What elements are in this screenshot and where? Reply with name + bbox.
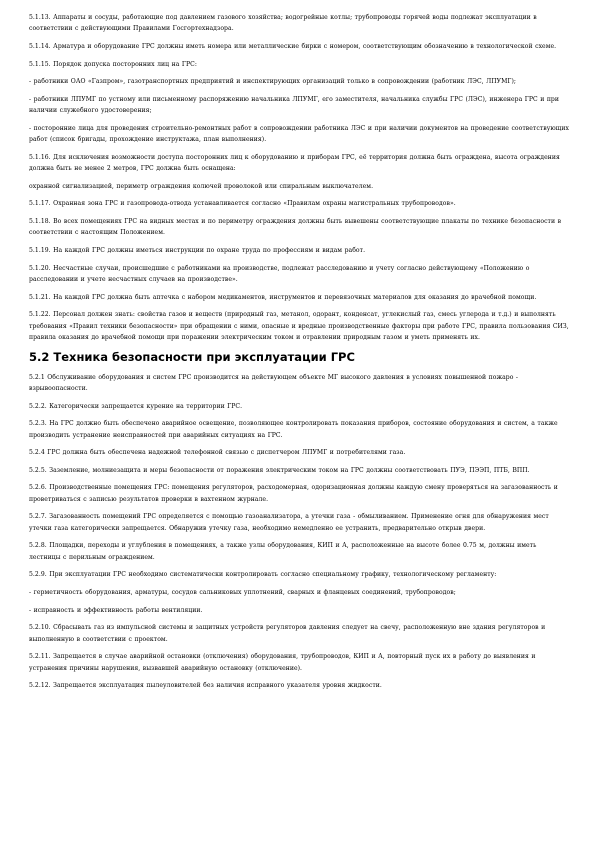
paragraph-5-2-2: 5.2.2. Категорически запрещается курение на территории ГРС. bbox=[29, 402, 243, 410]
paragraph-5-2-9: 5.2.9. При эксплуатации ГРС необходимо систематически контролировать согласно специальному графику, технологическому регламенту: bbox=[29, 571, 497, 579]
paragraph-5-1-14: 5.1.14. Арматура и оборудование ГРС должны иметь номера или металлические бирки с номером, соответствующим обозначению в технологической схеме. bbox=[29, 43, 557, 50]
paragraph-5-2-8: 5.2.8. Площадки, переходы и углубления в помещениях, а также узлы оборудования, КИП и А, расположенные на высоте более 0.75 м, должны иметь лестницы с перильным ограждением. bbox=[29, 542, 537, 561]
paragraph-5-1-20: 5.1.20. Несчастные случаи, происшедшие с работниками на производстве, подлежат расследованию и учету согласно действующему «Положению о расследовании и учете несчастных случаев на производстве». bbox=[29, 264, 530, 283]
paragraph-5-2-1: 5.2.1 Обслуживание оборудования и систем ГРС производится на действующем объекте МГ высокого давления в условиях повышенной пожаро - взрывоопасности. bbox=[29, 373, 519, 392]
section-heading: 5.2 Техника безопасности при эксплуатации ГРС bbox=[29, 349, 355, 364]
paragraph-5-1-19: 5.1.19. На каждой ГРС должны иметься инструкции по охране труда по профессиям и видам работ. bbox=[29, 246, 366, 254]
paragraph-5-2-7: 5.2.7. Загазованность помещений ГРС определяется с помощью газоанализатора, а утечки газа - обмыливанием. Применение огня для обнаружения мест утечки газа категорически запрещается. Обнаружив утечку газа, необходимо немедленно ее устранить, предварительно открыв двери. bbox=[29, 513, 549, 532]
list-item-gazprom-access: - работники ОАО «Газпром», газотранспортных предприятий и инспектирующих организаций только в сопровождении (работник ЛЭС, ЛПУМГ); bbox=[29, 78, 516, 86]
paragraph-5-1-15: 5.1.15. Порядок допуска посторонних лиц на ГРС: bbox=[29, 60, 197, 68]
list-item-ventilation: - исправность и эффективность работы вентиляции. bbox=[29, 606, 203, 614]
list-item-tightness: - герметичность оборудования, арматуры, сосудов сальниковых уплотнений, сварных и фланцевых соединений, трубопроводов; bbox=[29, 588, 456, 596]
list-item-lpumg-access: - работники ЛПУМГ по устному или письменному распоряжению начальника ЛПУМГ, его заместителя, начальника службы ГРС (ЛЭС), инженера ГРС и при наличии служебного удостоверения; bbox=[29, 95, 559, 115]
paragraph-5-1-18: 5.1.18. Во всех помещениях ГРС на видных местах и по периметру ограждения должны быть вывешены соответствующие плакаты по технике безопасности в соответствии с настоящим Положением. bbox=[29, 217, 562, 237]
paragraph-5-1-21: 5.1.21. На каждой ГРС должна быть аптечка с набором медикаментов, инструментов и перевязочных материалов для оказания до врачебной помощи. bbox=[29, 293, 537, 301]
paragraph-5-2-4: 5.2.4 ГРС должна быть обеспечена надежной телефонной связью с диспетчером ЛПУМГ и потребителями газа. bbox=[29, 449, 406, 457]
list-item-outsiders-access: - посторонние лица для проведения строительно-ремонтных работ в сопровождении работника ЛЭС и при наличии документов на проведение соответствующих работ (список бригады, прохождение инструктажа, план выполнения). bbox=[29, 124, 570, 144]
paragraph-5-1-17: 5.1.17. Охранная зона ГРС и газопровода-отвода устанавливается согласно «Правилам охраны магистральных трубопроводов». bbox=[29, 200, 456, 208]
paragraph-5-1-22: 5.1.22. Персонал должен знать: свойства газов и веществ (природный газ, метанол, одорант, конденсат, углекислый газ, смесь углерода и т.д.) и выполнять требования «Правил техники безопасности» при обращении с ними, опасные и вредные производственные факторы при работе ГРС, правила пользования СИЗ, правила оказания до врачебной помощи при поражении электрическим током и отравлении природным газом и уметь применять их. bbox=[29, 311, 569, 341]
paragraph-5-1-13: 5.1.13. Аппараты и сосуды, работающие под давлением газового хозяйства; водогрейные котлы; трубопроводы горячей воды подлежат эксплуатации в соответствии с действующими Правилами Госгортехнадзора. bbox=[29, 14, 537, 33]
paragraph-5-2-12: 5.2.12. Запрещается эксплуатация пылеуловителей без наличия исправного указателя уровня жидкости. bbox=[29, 682, 382, 690]
paragraph-5-2-11: 5.2.11. Запрещается в случае аварийной остановки (отключения) оборудования, трубопроводов, КИП и А, повторный пуск их в работу до выявления и устранения причины нарушения, вызвавшей аварийную остановку (отключение). bbox=[29, 653, 536, 672]
document-page bbox=[29, 12, 569, 698]
paragraph-5-2-6: 5.2.6. Производственные помещения ГРС: помещения регуляторов, расходомерная, одоризационная должны каждую смену проверяться на загазованность и проветриваться с записью результатов проверки в вахтенном журнале. bbox=[29, 484, 558, 503]
paragraph-alarm: охранной сигнализацией, периметр ограждения колючей проволокой или спиральным выключателем. bbox=[29, 182, 374, 190]
paragraph-5-2-5: 5.2.5. Заземление, молниезащита и меры безопасности от поражения электрическим током на ГРС должны соответствовать ПУЭ, ПЭЭП, ПТБ, ВПП. bbox=[29, 466, 530, 474]
paragraph-5-2-3: 5.2.3. На ГРС должно быть обеспечено аварийное освещение, позволяющее контролировать показания приборов, состояние оборудования и систем, а также производить устранение неисправностей при аварийных ситуациях на ГРС. bbox=[29, 420, 558, 439]
paragraph-5-2-10: 5.2.10. Сбрасывать газ из импульсной системы и защитных устройств регуляторов давления следует на свечу, расположенную вне здания регуляторов и выполненную в соответствии с проектом. bbox=[29, 624, 546, 643]
paragraph-5-1-16: 5.1.16. Для исключения возможности доступа посторонних лиц к оборудованию и приборам ГРС, её территория должна быть ограждена, высота ограждения должна быть не менее 2 метров, ГРС должна быть оснащена: bbox=[29, 153, 560, 173]
